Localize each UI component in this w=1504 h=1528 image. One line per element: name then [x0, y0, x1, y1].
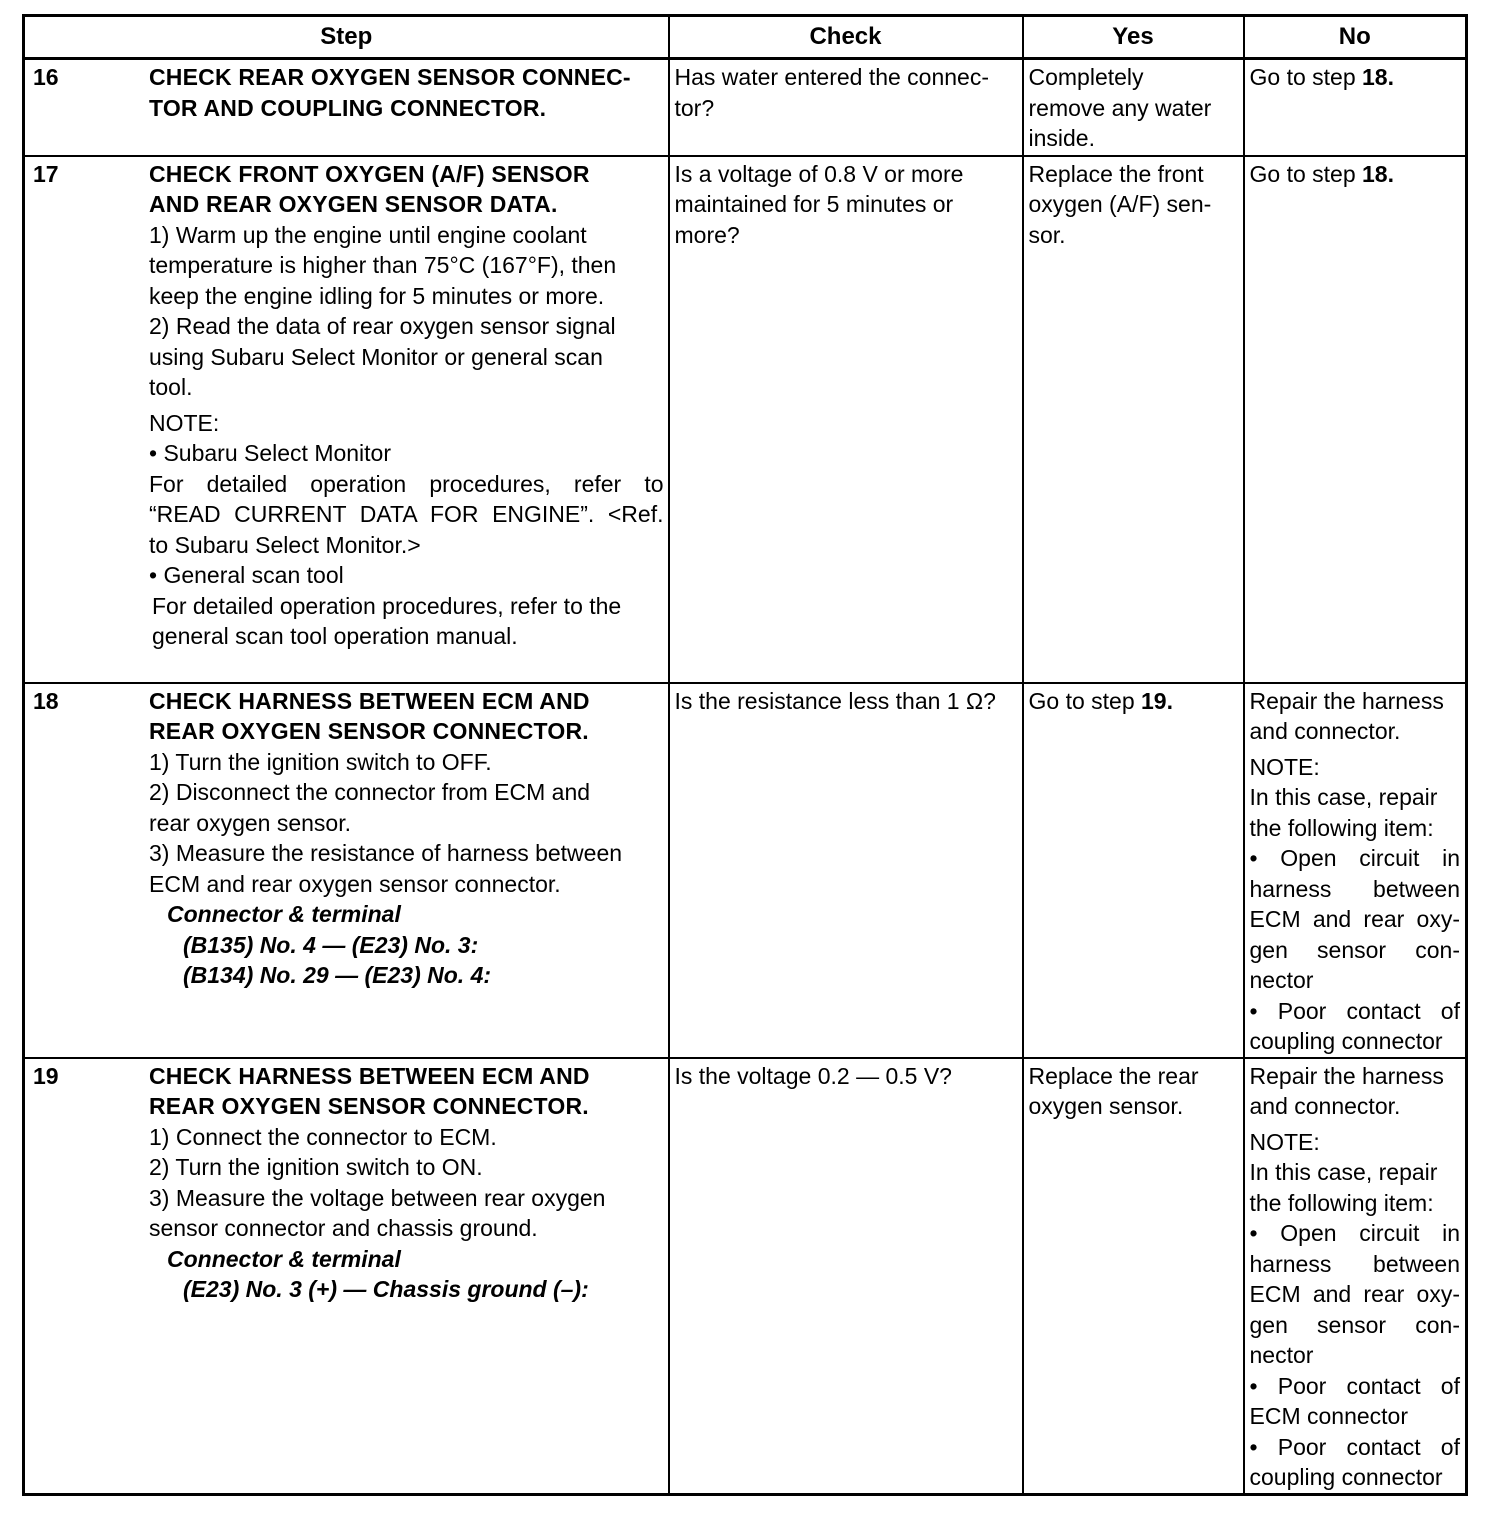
no-cell [1244, 156, 1467, 683]
yes-cell [1023, 59, 1244, 156]
diagnostic-table [22, 14, 1468, 1496]
header-row [24, 16, 1467, 59]
no-text-suffix: . [1387, 160, 1394, 187]
connector-terminal: (E23) No. 3 (+) — Chassis ground (–): [183, 1276, 589, 1302]
check-line: Has water entered the connec- [674, 64, 990, 90]
no-note-line: • Open circuit in [1249, 1220, 1460, 1246]
no-note-line: harness between [1249, 1250, 1460, 1277]
table-row [24, 1058, 1467, 1495]
step-number: 18 [33, 687, 59, 714]
no-note-line: • Open circuit in [1249, 845, 1460, 871]
step-number: 16 [33, 64, 59, 90]
header-check: Check [669, 16, 1023, 59]
yes-line: Completely [1028, 64, 1144, 90]
check-cell [669, 59, 1023, 156]
no-note-line: coupling connector [1249, 1028, 1443, 1054]
step-body-line: keep the engine idling for 5 minutes or more. [149, 282, 605, 309]
yes-line: oxygen (A/F) sen- [1028, 191, 1212, 217]
step-cell [24, 59, 669, 156]
yes-cell [1023, 1058, 1244, 1495]
step-body-line: 2) Turn the ignition switch to ON. [149, 1154, 483, 1180]
note-line: • General scan tool [149, 562, 344, 588]
step-title-line: TOR AND COUPLING CONNECTOR. [149, 94, 547, 121]
table-row [24, 683, 1467, 1058]
no-note-line: ECM and rear oxy- [1249, 906, 1460, 932]
check-cell [669, 156, 1023, 683]
no-note-line: coupling connector [1249, 1464, 1443, 1490]
yes-text: Go to step [1028, 687, 1142, 714]
no-line: Repair the harness [1249, 687, 1444, 714]
step-body-line: 2) Read the data of rear oxygen sensor signal [149, 313, 616, 339]
yes-line: remove any water [1028, 94, 1212, 121]
no-text: Go to step [1249, 160, 1363, 187]
yes-line: oxygen sensor. [1028, 1093, 1184, 1119]
header-step: Step [24, 16, 669, 59]
yes-cell [1023, 683, 1244, 1058]
note-line: “READ CURRENT DATA FOR ENGINE”. <Ref. [149, 501, 664, 527]
step-number: 17 [33, 160, 59, 187]
no-line: and connector. [1249, 1093, 1401, 1119]
connector-terminal: (B135) No. 4 — (E23) No. 3: [183, 931, 479, 958]
yes-line: Replace the rear [1028, 1062, 1199, 1089]
no-text-suffix: . [1387, 64, 1394, 90]
yes-cell [1023, 156, 1244, 683]
no-step-ref: 18 [1362, 160, 1388, 187]
step-title-line: CHECK HARNESS BETWEEN ECM AND [149, 1062, 590, 1089]
no-note-line: ECM and rear oxy- [1249, 1281, 1460, 1307]
check-line: maintained for 5 minutes or [674, 191, 954, 217]
check-line: tor? [674, 94, 715, 121]
note-line: to Subaru Select Monitor.> [149, 531, 421, 558]
check-line: more? [674, 221, 740, 248]
check-line: Is the resistance less than 1 Ω? [674, 687, 996, 714]
no-note-line: • Poor contact of [1249, 1372, 1460, 1399]
no-cell [1244, 683, 1467, 1058]
step-cell [24, 683, 669, 1058]
no-note-line: gen sensor con- [1249, 1311, 1460, 1338]
no-line: Repair the harness [1249, 1062, 1444, 1089]
no-note-line: the following item: [1249, 1189, 1434, 1216]
table-row [24, 59, 1467, 156]
no-note-line: the following item: [1249, 814, 1434, 841]
step-title-line: CHECK FRONT OXYGEN (A/F) SENSOR [149, 160, 590, 187]
header-yes: Yes [1023, 16, 1244, 59]
connector-label: Connector & terminal [167, 901, 401, 927]
check-cell [669, 1058, 1023, 1495]
step-title-line: AND REAR OXYGEN SENSOR DATA. [149, 191, 558, 217]
no-note-line: In this case, repair [1249, 1159, 1438, 1185]
yes-line: Replace the front [1028, 160, 1204, 187]
no-line: and connector. [1249, 718, 1401, 744]
note-label: NOTE: [149, 409, 220, 436]
no-cell [1244, 59, 1467, 156]
check-line: Is a voltage of 0.8 V or more [674, 160, 964, 187]
no-note-line: • Poor contact of [1249, 1433, 1460, 1460]
step-title-line: REAR OXYGEN SENSOR CONNECTOR. [149, 718, 589, 744]
note-line: • Subaru Select Monitor [149, 440, 392, 466]
step-cell [24, 156, 669, 683]
no-note-line: • Poor contact of [1249, 997, 1460, 1024]
yes-text-suffix: . [1166, 687, 1173, 714]
step-body-line: 3) Measure the voltage between rear oxygen [149, 1184, 606, 1211]
yes-step-ref: 19 [1141, 687, 1167, 714]
note-line: For detailed operation procedures, refer to [149, 470, 664, 497]
note-line: For detailed operation procedures, refer to the [152, 592, 622, 619]
step-body-line: 3) Measure the resistance of harness between [149, 840, 623, 866]
note-line: general scan tool operation manual. [152, 623, 518, 649]
step-title-line: CHECK HARNESS BETWEEN ECM AND [149, 687, 590, 714]
step-body-line: 1) Turn the ignition switch to OFF. [149, 748, 492, 775]
connector-label: Connector & terminal [167, 1245, 401, 1272]
step-number: 19 [33, 1062, 59, 1089]
step-title-line: CHECK REAR OXYGEN SENSOR CONNEC- [149, 64, 631, 90]
no-step-ref: 18 [1362, 64, 1388, 90]
step-body-line: 1) Warm up the engine until engine coolant [149, 221, 587, 248]
step-body-line: temperature is higher than 75°C (167°F), then [149, 252, 617, 278]
no-note-line: harness between [1249, 875, 1460, 902]
step-cell [24, 1058, 669, 1495]
no-note-line: In this case, repair [1249, 784, 1438, 810]
step-body-line: ECM and rear oxygen sensor connector. [149, 870, 561, 897]
yes-line: sor. [1028, 221, 1066, 248]
table-row [24, 156, 1467, 683]
step-body-line: rear oxygen sensor. [149, 809, 352, 836]
step-body-line: 2) Disconnect the connector from ECM and [149, 779, 591, 805]
step-body-line: tool. [149, 374, 193, 400]
no-note-line: gen sensor con- [1249, 936, 1460, 963]
header-no: No [1244, 16, 1467, 59]
no-note-label: NOTE: [1249, 1128, 1320, 1155]
no-note-line: ECM connector [1249, 1403, 1409, 1429]
yes-line: inside. [1028, 125, 1095, 151]
check-cell [669, 683, 1023, 1058]
no-note-line: nector [1249, 1342, 1314, 1368]
no-text: Go to step [1249, 64, 1363, 90]
no-note-label: NOTE: [1249, 753, 1320, 780]
step-body-line: using Subaru Select Monitor or general scan [149, 343, 603, 370]
connector-terminal: (B134) No. 29 — (E23) No. 4: [183, 962, 492, 988]
no-cell [1244, 1058, 1467, 1495]
check-line: Is the voltage 0.2 — 0.5 V? [674, 1062, 952, 1089]
step-title-line: REAR OXYGEN SENSOR CONNECTOR. [149, 1093, 589, 1119]
no-note-line: nector [1249, 967, 1314, 993]
step-body-line: sensor connector and chassis ground. [149, 1215, 538, 1241]
step-body-line: 1) Connect the connector to ECM. [149, 1123, 497, 1150]
